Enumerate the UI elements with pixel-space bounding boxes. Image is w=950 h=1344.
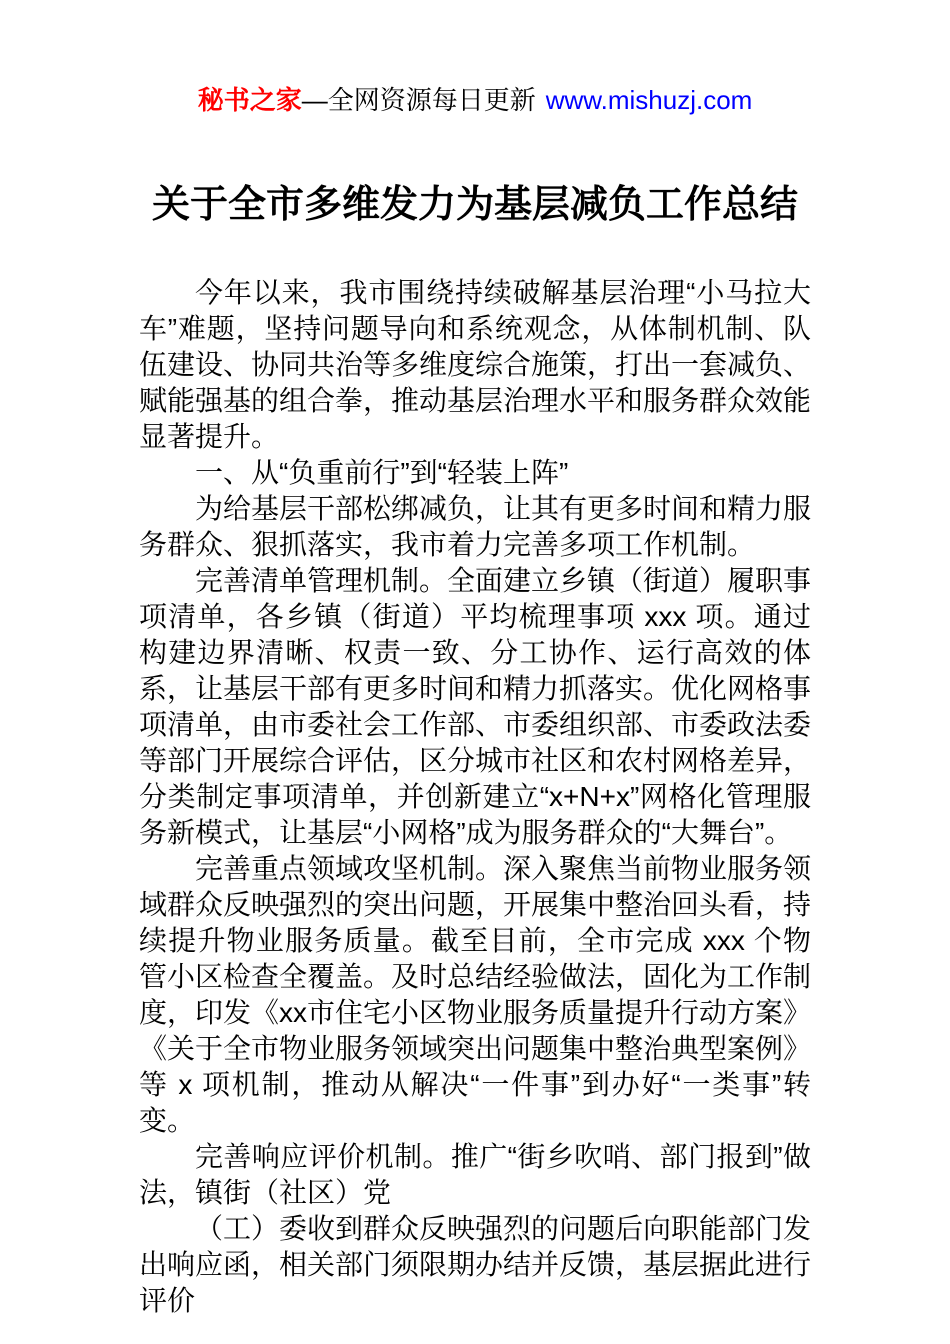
paragraph-intro: 今年以来，我市围绕持续破解基层治理“小马拉大车”难题，坚持问题导向和系统观念，从体制机制、队伍建设、协同共治等多维度综合施策，打出一套减负、赋能强基的组合拳，推动基层治理水平和服务群众效能显著提升。 <box>139 277 812 452</box>
paragraph-response-evaluation: 完善响应评价机制。推广“街乡吹哨、部门报到”做法，镇街（社区）党 <box>139 1141 811 1208</box>
paragraph-response-evaluation-cont: （工）委收到群众反映强烈的问题后向职能部门发出响应函，相关部门须限期办结并反馈，基层据此进行评价 <box>139 1213 812 1316</box>
brand-text: 秘书之家 <box>197 85 302 115</box>
paragraph-key-areas: 完善重点领域攻坚机制。深入聚焦当前物业服务领域群众反映强烈的突出问题，开展集中整治回头看，持续提升物业服务质量。截至目前，全市完成 xxx 个物管小区检查全覆盖。及时总结经验做法，固化为工作制度，印发《xx市住宅小区物业服务质量提升行动方案》《关于全市物业服务领域突出问题集中整治典型案例》等 x 项机制，推动从解决“一件事”到办好“一类事”转变。 <box>139 853 812 1136</box>
document-title: 关于全市多维发力为基层减负工作总结 <box>151 184 798 226</box>
header-tagline: —全网资源每日更新 <box>301 85 536 115</box>
section-heading-1: 一、从“负重前行”到“轻装上阵” <box>195 457 569 488</box>
paragraph-list-management: 完善清单管理机制。全面建立乡镇（街道）履职事项清单，各乡镇（街道）平均梳理事项 xxx 项。通过构建边界清晰、权责一致、分工协作、运行高效的体系，让基层干部有更多时间和精力抓落实。优化网格事项清单，由市委社会工作部、市委组织部、市委政法委等部门开展综合评估，区分城市社区和农村网格差异，分类制定事项清单，并创新建立“x+N+x”网格化管理服务新模式，让基层“小网格”成为服务群众的“大舞台”。 <box>139 565 812 848</box>
paragraph-mechanism-overview: 为给基层干部松绑减负，让其有更多时间和精力服务群众、狠抓落实，我市着力完善多项工作机制。 <box>139 493 812 560</box>
document-body <box>139 275 811 1319</box>
site-header <box>0 0 950 117</box>
site-url-link[interactable]: www.mishuzj.com <box>545 85 753 115</box>
